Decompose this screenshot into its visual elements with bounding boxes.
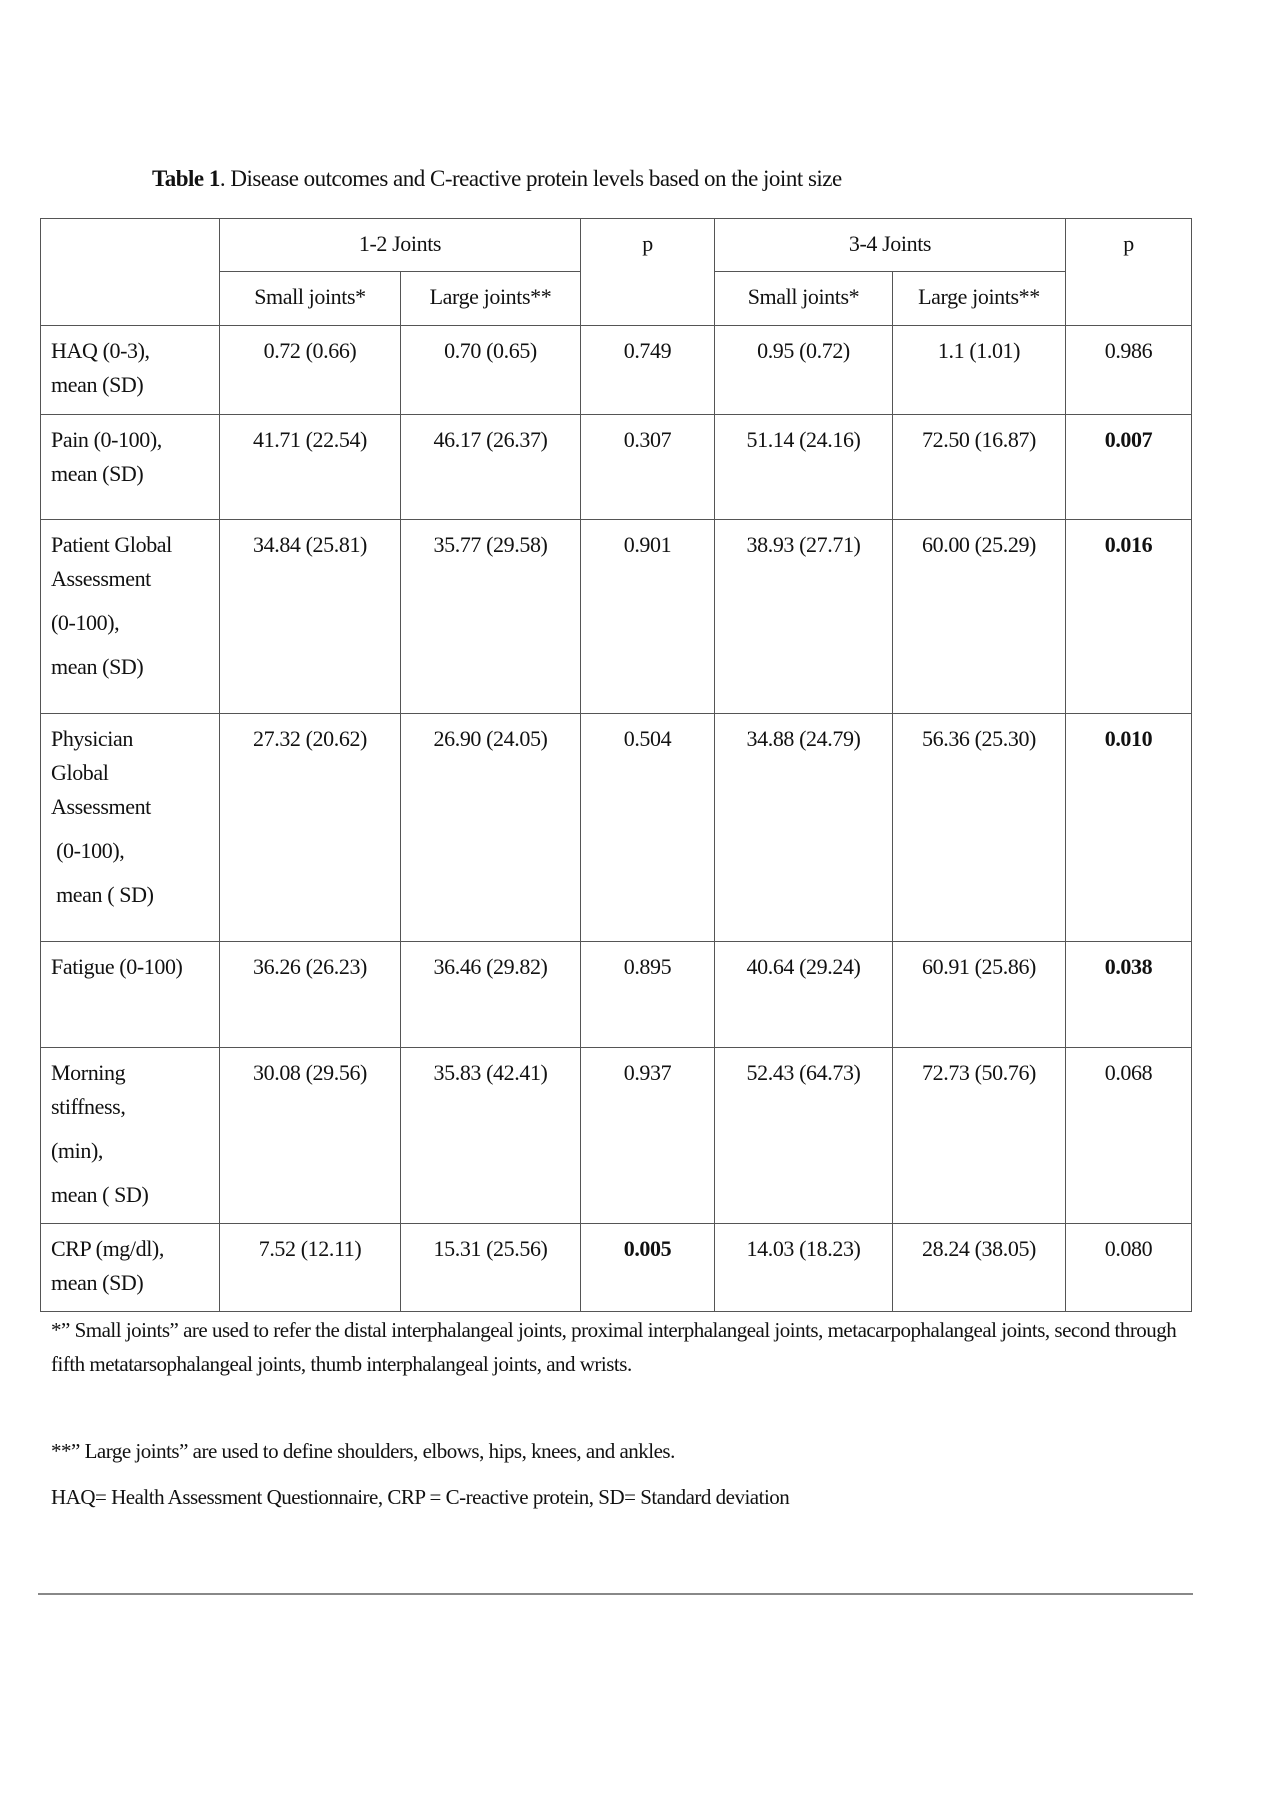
group-header-3-4: 3-4 Joints [715,219,1066,272]
row-label-line: mean ( SD) [51,1182,149,1207]
value-cell: 56.36 (25.30) [893,714,1066,942]
footnote: **” Large joints” are used to define shoulders, elbows, hips, knees, and ankles. [51,1439,675,1463]
row-label [41,714,220,942]
p-value-cell: 0.986 [1066,326,1192,415]
value-cell: 34.84 (25.81) [220,520,401,714]
p-value-cell: 0.895 [581,942,715,1048]
table-row [41,1048,1192,1224]
row-label [41,942,220,1048]
value-cell: 52.43 (64.73) [715,1048,893,1224]
p-value-cell: 0.080 [1066,1224,1192,1312]
p-value-cell: 0.016 [1066,520,1192,714]
p-value-cell: 0.005 [581,1224,715,1312]
row-label-line: mean (SD) [51,372,144,397]
page-divider [38,1593,1193,1595]
value-cell: 30.08 (29.56) [220,1048,401,1224]
table-row [41,415,1192,520]
row-label [41,326,220,415]
row-label-line: mean (SD) [51,461,144,486]
table-row [41,714,1192,942]
footnote: HAQ= Health Assessment Questionnaire, CRP = C-reactive protein, SD= Standard deviation [51,1485,790,1509]
row-label-line: Assessment [51,794,151,819]
value-cell: 38.93 (27.71) [715,520,893,714]
row-label [41,415,220,520]
value-cell: 51.14 (24.16) [715,415,893,520]
p-value-cell: 0.010 [1066,714,1192,942]
row-label-line: Physician [51,726,133,751]
value-cell: 7.52 (12.11) [220,1224,401,1312]
row-label-line: Pain (0-100), [51,427,162,452]
value-cell: 35.77 (29.58) [401,520,581,714]
row-label [41,1224,220,1312]
group-header-1-2: 1-2 Joints [220,219,581,272]
value-cell: 46.17 (26.37) [401,415,581,520]
table-caption: . Disease outcomes and C-reactive protein levels based on the joint size [219,166,842,191]
row-label-line: Fatigue (0-100) [51,954,183,979]
value-cell: 72.50 (16.87) [893,415,1066,520]
p-value-cell: 0.307 [581,415,715,520]
value-cell: 60.91 (25.86) [893,942,1066,1048]
row-label-line: CRP (mg/dl), [51,1236,164,1261]
row-label-line: mean ( SD) [51,882,154,907]
value-cell: 0.72 (0.66) [220,326,401,415]
row-label-line: (0-100), [51,838,125,863]
large-joints-header: Large joints** [401,272,581,326]
table-row [41,1224,1192,1312]
value-cell: 72.73 (50.76) [893,1048,1066,1224]
value-cell: 27.32 (20.62) [220,714,401,942]
table-row [41,520,1192,714]
value-cell: 1.1 (1.01) [893,326,1066,415]
value-cell: 40.64 (29.24) [715,942,893,1048]
value-cell: 36.26 (26.23) [220,942,401,1048]
small-joints-header: Small joints* [220,272,401,326]
table-row [41,326,1192,415]
row-label [41,520,220,714]
value-cell: 15.31 (25.56) [401,1224,581,1312]
value-cell: 14.03 (18.23) [715,1224,893,1312]
row-label-line: Morning [51,1060,126,1085]
p-value-cell: 0.007 [1066,415,1192,520]
value-cell: 60.00 (25.29) [893,520,1066,714]
p-value-cell: 0.068 [1066,1048,1192,1224]
table-title [152,166,842,192]
row-label-line: Assessment [51,566,151,591]
row-label-line: mean (SD) [51,654,144,679]
value-cell: 35.83 (42.41) [401,1048,581,1224]
results-table [40,218,1192,1312]
row-label-line: Global [51,760,109,785]
value-cell: 36.46 (29.82) [401,942,581,1048]
value-cell: 41.71 (22.54) [220,415,401,520]
row-label [41,1048,220,1224]
row-label-line: stiffness, [51,1094,126,1119]
p-value-cell: 0.038 [1066,942,1192,1048]
p-value-cell: 0.504 [581,714,715,942]
p-value-cell: 0.901 [581,520,715,714]
value-cell: 0.95 (0.72) [715,326,893,415]
p-header-1: p [581,219,715,326]
small-joints-header: Small joints* [715,272,893,326]
p-value-cell: 0.749 [581,326,715,415]
row-label-line: (0-100), [51,610,120,635]
row-label-line: Patient Global [51,532,172,557]
table-row [41,942,1192,1048]
value-cell: 0.70 (0.65) [401,326,581,415]
corner-cell [41,219,220,326]
value-cell: 28.24 (38.05) [893,1224,1066,1312]
row-label-line: (min), [51,1138,103,1163]
p-header-2: p [1066,219,1192,326]
value-cell: 34.88 (24.79) [715,714,893,942]
row-label-line: mean (SD) [51,1270,144,1295]
row-label-line: HAQ (0-3), [51,338,150,363]
value-cell: 26.90 (24.05) [401,714,581,942]
large-joints-header: Large joints** [893,272,1066,326]
footnote: *” Small joints” are used to refer the distal interphalangeal joints, proximal interphalangeal joints, metacarpophalangeal joints, second through fifth metatarsophalangeal joints, thumb interphalangeal joints, and wrists. [51,1318,1177,1376]
table-number: Table 1 [152,166,220,191]
p-value-cell: 0.937 [581,1048,715,1224]
